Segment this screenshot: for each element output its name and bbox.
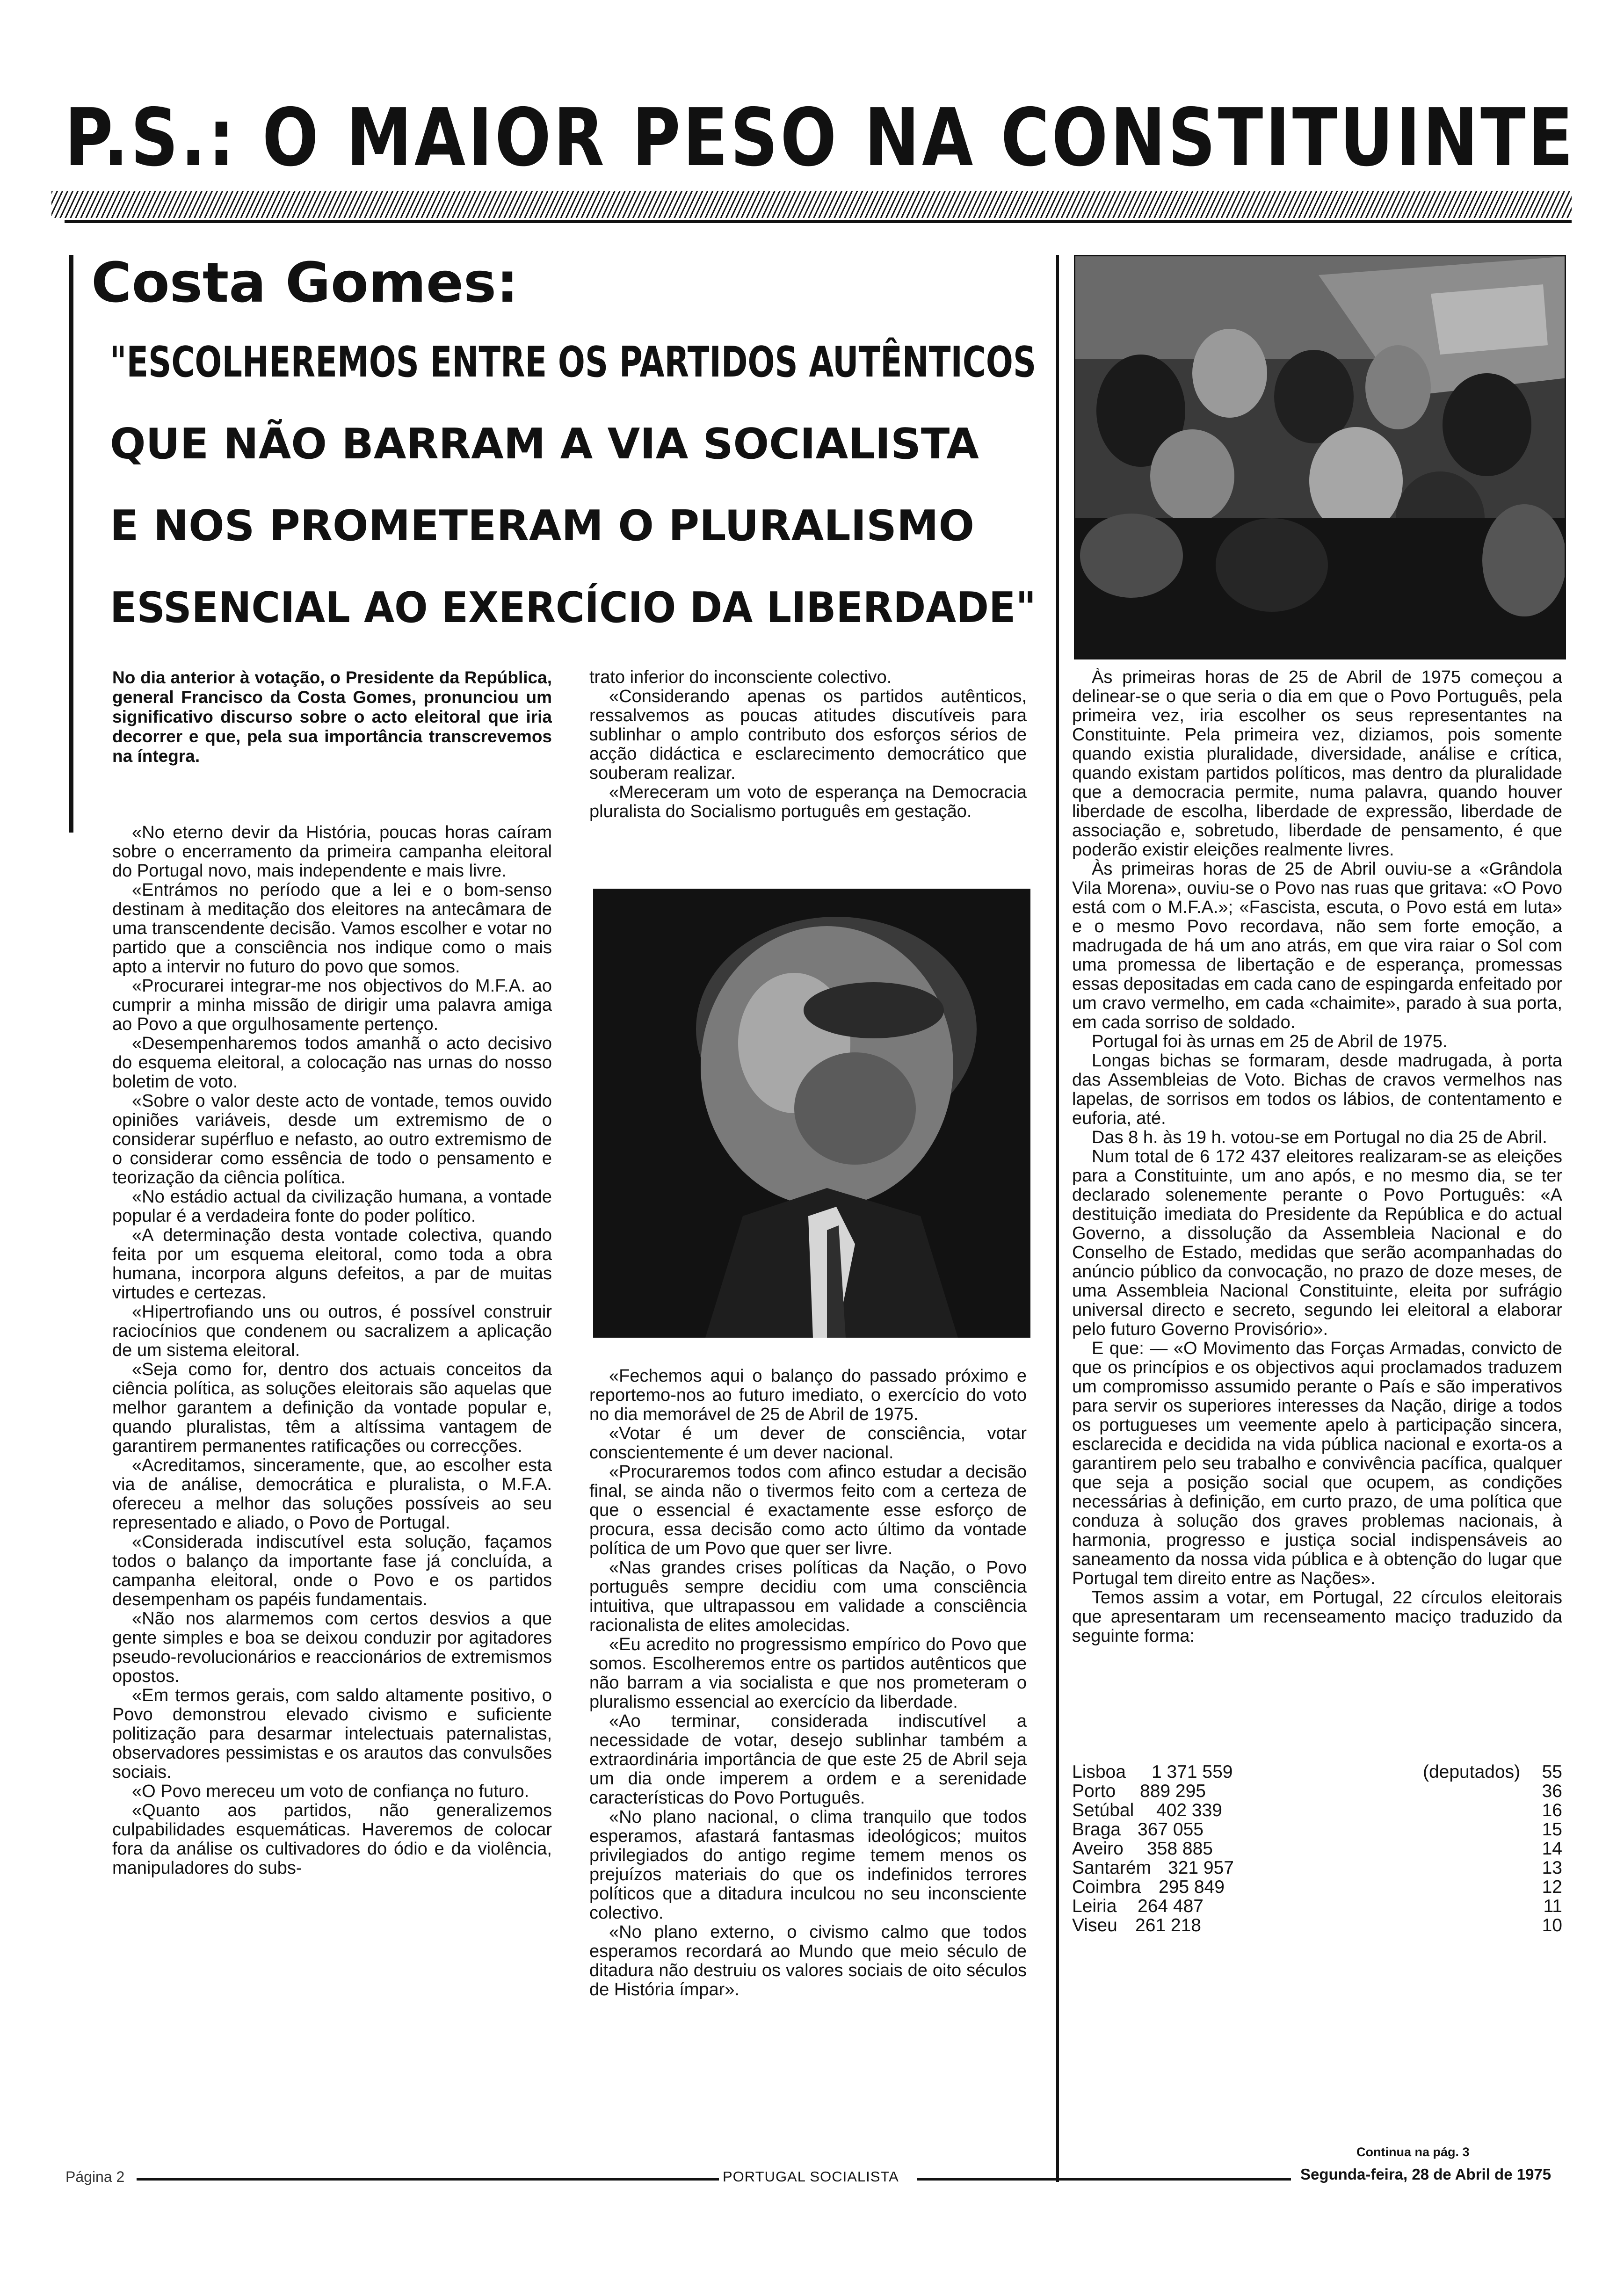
speech-paragraph: «Acreditamos, sinceramente, que, ao escolher esta via de análise, democrática e pluralista, o M.F.A. ofereceu a melhor das soluções possíveis ao seu representado e aliado, o Povo de Portugal.	[112, 1456, 552, 1533]
report-paragraph: Às primeiras horas de 25 de Abril ouviu-se a «Grândola Vila Morena», ouviu-se o Povo nas ruas que gritava: «O Povo está com o M.F.A.»; «Fascista, escuta, o Povo está em luta» e o mesmo Povo recordava, não sem forte emoção, a madrugada de há um ano atrás, em que vira raiar o Sol com uma promessa de libertação e de esperança, promessas essas depositadas em cada cano de espingarda enfeitado por um cravo vermelho, em cada «chaimite», parado à sua porta, em cada sorriso de soldado.	[1072, 859, 1562, 1032]
speech-paragraph: «Nas grandes crises políticas da Nação, o Povo português sempre decidiu com uma consciência intuitiva, que ultrapassou em validade a consciência racionalista de elites amolecidas.	[589, 1558, 1027, 1635]
speech-paragraph: «Votar é um dever de consciência, votar conscientemente é um dever nacional.	[589, 1424, 1027, 1463]
district-name: Leiria	[1072, 1896, 1117, 1916]
speech-paragraph: «Considerada indiscutível esta solução, façamos todos o balanço da importante fase já concluída, a campanha eleitoral, onde o Povo e os partidos desempenham os papéis fundamentais.	[112, 1532, 552, 1609]
district-voters: 264 487	[1138, 1896, 1204, 1916]
speech-paragraph: «Mereceram um voto de esperança na Democracia pluralista do Socialismo português em gestação.	[589, 782, 1027, 821]
report-paragraph: Longas bichas se formaram, desde madrugada, à porta das Assembleias de Voto. Bichas de cravos vermelhos nas lapelas, de sorrisos em todos os lábios, de contentamento e euforia, até.	[1072, 1051, 1562, 1128]
speech-paragraph: «Entrámos no período que a lei e o bom-senso destinam à meditação dos eleitores na antecâmara de uma transcendente decisão. Vamos escolher e votar no partido que a consciência nos indique como o mais apto a intervir no futuro do povo que somos.	[112, 880, 552, 977]
district-row	[1072, 1858, 1562, 1877]
district-voters: 321 957	[1168, 1858, 1234, 1878]
district-voters: 402 339	[1156, 1800, 1222, 1820]
speech-paragraph: trato inferior do inconsciente colectivo.	[589, 668, 892, 687]
speech-paragraph: «Seja como for, dentro dos actuais conceitos da ciência política, as soluções eleitorais são aquelas que melhor garantem a definição da vontade popular e, quando pluralistas, têm a altíssima vantagem de garantirem permanentes ratificações ou correcções.	[112, 1360, 552, 1456]
speech-paragraph: «No plano nacional, o clima tranquilo que todos esperamos, afastará fantasmas ideológicos; muitos privilegiados do antigo regime temem menos os prejuízos materiais do que os indefinidos terrores políticos que a ditadura inculcou no seu inconsciente colectivo.	[589, 1807, 1027, 1923]
speech-paragraph: «Eu acredito no progressismo empírico do Povo que somos. Escolheremos entre os partidos autênticos que não barram a via socialista e que nos prometeram o pluralismo essencial ao exercício da liberdade.	[589, 1635, 1027, 1712]
report-paragraph: Portugal foi às urnas em 25 de Abril de 1975.	[1092, 1032, 1448, 1051]
district-voters: 1 371 559	[1152, 1762, 1233, 1782]
district-row	[1072, 1839, 1562, 1858]
district-deputies: 12	[1542, 1877, 1562, 1897]
quote-line-3: E NOS PROMETERAM O PLURALISMO	[110, 501, 975, 551]
column-divider-rule	[1056, 255, 1059, 2182]
report-paragraph: Das 8 h. às 19 h. votou-se em Portugal no dia 25 de Abril.	[1092, 1128, 1547, 1147]
speech-paragraph: «Sobre o valor deste acto de vontade, temos ouvido opiniões variáveis, desde um extremismo de o considerar supérfluo e nefasto, ao outro extremismo de o considerar como essência de todo o pensamento e teorização da ciência política.	[112, 1091, 552, 1188]
district-name: Braga	[1072, 1819, 1121, 1840]
district-name: Coimbra	[1072, 1877, 1141, 1897]
page-number: Página 2	[65, 2168, 125, 2185]
district-row	[1072, 1897, 1562, 1916]
report-paragraph: Num total de 6 172 437 eleitores realizaram-se as eleições para a Constituinte, um ano após, e no mesmo dia, se ter declarado solenemente perante o Povo Português: «A destituição imediata do Presidente da República e do actual Governo, a dissolução da Assembleia Nacional e do Conselho de Estado, medidas que serão acompanhadas do anúncio público da convocação, no prazo de doze meses, de uma Assembleia Nacional Constituinte, eleita por sufrágio universal directo e secreto, segundo lei eleitoral a elaborar pelo futuro Governo Provisório».	[1072, 1147, 1562, 1339]
district-row	[1072, 1801, 1562, 1820]
header-rule	[65, 220, 1572, 223]
district-voters: 889 295	[1140, 1781, 1206, 1801]
speech-paragraph: «Quanto aos partidos, não generalizemos culpabilidades esquemáticas. Haveremos de colocar fora da análise os cultivadores do ódio e da violência, manipuladores do subs-	[112, 1801, 552, 1878]
election-report-column	[1072, 668, 1562, 1760]
district-name: Setúbal	[1072, 1800, 1134, 1820]
district-row	[1072, 1877, 1562, 1897]
speech-paragraph: «Em termos gerais, com saldo altamente positivo, o Povo demonstrou elevado civismo e suficiente politização para desarmar intelectuais paternalistas, observadores pessimistas e os arautos das convulsões sociais.	[112, 1686, 552, 1782]
quote-line-4: ESSENCIAL AO EXERCÍCIO DA LIBERDADE"	[110, 583, 1037, 632]
article-lead: No dia anterior à votação, o Presidente da República, general Francisco da Costa Gomes, pronunciou um significativo discurso sobre o acto eleitoral que iria decorrer e que, pela sua importância transcrevemos na íntegra.	[112, 668, 552, 766]
district-name: Santarém	[1072, 1858, 1152, 1878]
article-kicker: Costa Gomes:	[91, 250, 519, 315]
speech-paragraph: «Procuraremos todos com afinco estudar a decisão final, se ainda não o tivermos feito com a certeza de que o essencial é exactamente esse esforço de procura, essa decisão como acto último da vontade política de um Povo que quer ser livre.	[589, 1462, 1027, 1558]
district-deputies: 55	[1542, 1762, 1562, 1782]
speech-column-2-bottom	[589, 1367, 1027, 2171]
district-deputies: 14	[1542, 1839, 1562, 1859]
crowd-photo	[1074, 255, 1566, 659]
district-deputies: 16	[1542, 1800, 1562, 1820]
district-name: Viseu	[1072, 1915, 1117, 1935]
district-name: Aveiro	[1072, 1839, 1124, 1859]
speech-paragraph: «Não nos alarmemos com certos desvios a que gente simples e boa se deixou conduzir por agitadores pseudo-revolucionários e reaccionários de extremismos opostos.	[112, 1609, 552, 1686]
district-voters: 367 055	[1138, 1819, 1204, 1840]
district-name: Lisboa	[1072, 1762, 1126, 1782]
left-vertical-rule	[69, 255, 73, 833]
portrait-image	[593, 889, 1030, 1338]
district-name: Porto	[1072, 1781, 1116, 1801]
speech-column-2-top	[589, 668, 1027, 878]
district-voters: 358 885	[1147, 1839, 1213, 1859]
district-row	[1072, 1762, 1562, 1782]
hatched-band	[51, 191, 1572, 218]
electoral-districts-table	[1072, 1762, 1562, 1935]
publication-name: PORTUGAL SOCIALISTA	[723, 2168, 899, 2185]
district-row	[1072, 1782, 1562, 1801]
speech-column-1	[112, 823, 552, 2170]
report-paragraph: Temos assim a votar, em Portugal, 22 círculos eleitorais que apresentaram um recenseamento maciço traduzido da seguinte forma:	[1072, 1588, 1562, 1646]
speech-paragraph: «Fechemos aqui o balanço do passado próximo e reportemo-nos ao futuro imediato, o exercício do voto no dia memorável de 25 de Abril de 1975.	[589, 1367, 1027, 1424]
district-deputies: 10	[1542, 1915, 1562, 1935]
speech-paragraph: «O Povo mereceu um voto de confiança no futuro.	[132, 1782, 529, 1801]
crowd-photo-image	[1075, 256, 1566, 659]
continued-note: Continua na pág. 3	[1356, 2145, 1470, 2159]
quote-line-2: QUE NÃO BARRAM A VIA SOCIALISTA	[110, 420, 979, 469]
costa-gomes-portrait-photo	[593, 889, 1030, 1338]
quote-line-1: "ESCOLHEREMOS ENTRE OS PARTIDOS AUTÊNTICOS	[110, 338, 1037, 387]
speech-paragraph: «Ao terminar, considerada indiscutível a necessidade de votar, desejo sublinhar também a extraordinária importância de que este 25 de Abril seja um dia onde imperem a ordem e a serenidade características do Povo Português.	[589, 1711, 1027, 1808]
speech-paragraph: «Procurarei integrar-me nos objectivos do M.F.A. ao cumprir a minha missão de dirigir uma palavra amiga ao Povo a que orgulhosamente pertenço.	[112, 976, 552, 1034]
speech-paragraph: «Considerando apenas os partidos autênticos, ressalvemos as poucas atitudes discutíveis para sublinhar o amplo contributo dos esforços sérios de acção didáctica e esclarecimento democrático que souberam realizar.	[589, 687, 1027, 783]
report-paragraph: E que: — «O Movimento das Forças Armadas, convicto de que os princípios e os objectivos aqui proclamados traduzem um compromisso assumido perante o País e são imperativos para servir os superiores interesses da Nação, dirige a todos os portugueses um veemente apelo à participação sincera, esclarecida e decidida na vida pública nacional e exorta-os a garantirem pelo seu trabalho e convivência pacífica, qualquer que seja a posição social que ocupem, as condições necessárias à definição, em curto prazo, de uma política que conduza à solução dos graves problemas nacionais, à harmonia, progresso e justiça social indispensáveis ao saneamento da nossa vida pública e à obtenção do lugar que Portugal tem direito entre as Nações».	[1072, 1339, 1562, 1588]
district-deputies: 11	[1543, 1896, 1562, 1916]
speech-paragraph: «No plano externo, o civismo calmo que todos esperamos recordará ao Mundo que meio século de ditadura não destruiu os valores sociais de oito séculos de História ímpar».	[589, 1922, 1027, 2000]
speech-paragraph: «Desempenharemos todos amanhã o acto decisivo do esquema eleitoral, a colocação nas urnas do nosso boletim de voto.	[112, 1034, 552, 1092]
district-deputies: 13	[1542, 1858, 1562, 1878]
district-voters: 295 849	[1159, 1877, 1225, 1897]
district-deputies: 15	[1542, 1819, 1562, 1840]
deputies-label: (deputados)	[1423, 1762, 1521, 1782]
page-headline: P.S.: O MAIOR PESO NA CONSTITUINTE	[65, 92, 1576, 184]
district-voters: 261 218	[1135, 1915, 1201, 1935]
article-lead-column	[112, 668, 552, 790]
footer-rule-left	[137, 2178, 719, 2181]
speech-paragraph: «A determinação desta vontade colectiva, quando feita por um esquema eleitoral, como toda a obra humana, incorpora alguns defeitos, a par de muitas virtudes e certezas.	[112, 1225, 552, 1303]
speech-paragraph: «No eterno devir da História, poucas horas caíram sobre o encerramento da primeira campanha eleitoral do Portugal novo, mais independente e mais livre.	[112, 823, 552, 881]
footer-rule-right	[917, 2178, 1291, 2181]
issue-date: Segunda-feira, 28 de Abril de 1975	[1300, 2166, 1552, 2183]
district-row	[1072, 1820, 1562, 1839]
speech-paragraph: «Hipertrofiando uns ou outros, é possível construir raciocínios que condenem ou sacralizem a aplicação de um sistema eleitoral.	[112, 1302, 552, 1360]
district-deputies: 36	[1542, 1781, 1562, 1801]
speech-paragraph: «No estádio actual da civilização humana, a vontade popular é a verdadeira fonte do poder político.	[112, 1187, 552, 1226]
district-row	[1072, 1916, 1562, 1935]
report-paragraph: Às primeiras horas de 25 de Abril de 1975 começou a delinear-se o que seria o dia em que o Povo Português, pela primeira vez, iria escolher os seus representantes na Constituinte. Pela primeira vez, diziamos, pois somente quando existia pluralidade, diversidade, análise e crítica, quando existam partidos políticos, mas dentro da pluralidade que a democracia permite, numa palavra, quando houver liberdade de escolha, liberdade de expressão, liberdade de associação e, sobretudo, liberdade de pensamento, é que poderão existir eleições realmente livres.	[1072, 668, 1562, 860]
